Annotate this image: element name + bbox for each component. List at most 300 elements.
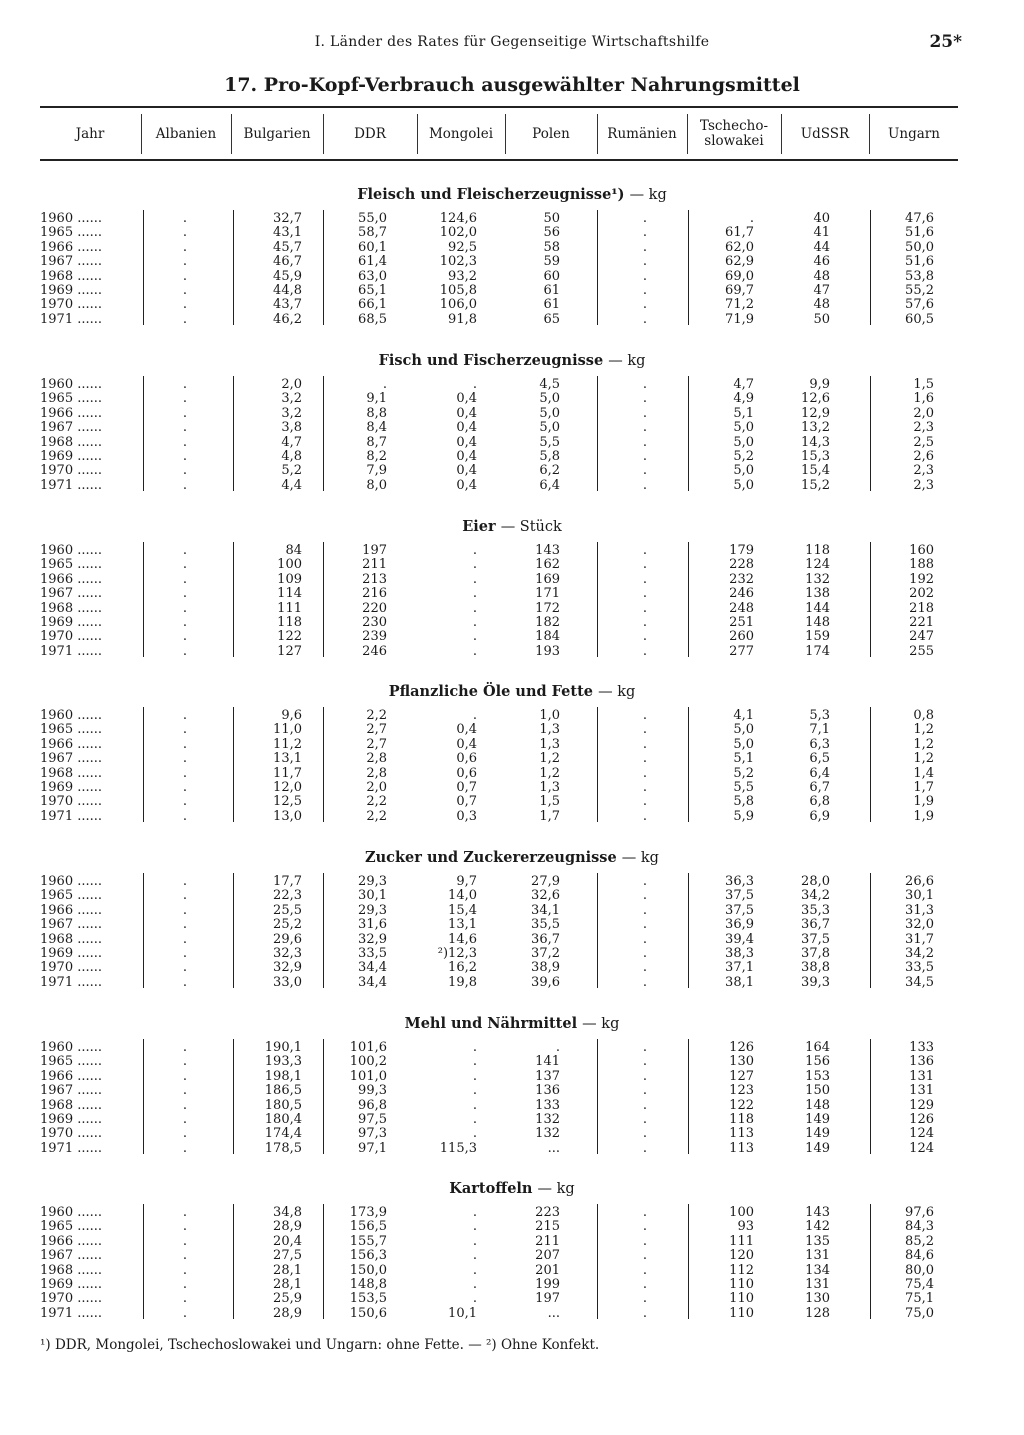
cell-mongolei: 9,7: [456, 874, 477, 889]
cell-year: 1966 ......: [40, 239, 103, 255]
cell-albanien: .: [182, 902, 188, 918]
cell-albanien: .: [182, 931, 188, 947]
cell-year: 1967 ......: [40, 917, 103, 933]
cell-ungarn: 84,6: [905, 1248, 934, 1264]
column-separator-bar: [688, 542, 689, 657]
footnote: ¹) DDR, Mongolei, Tschechoslowakei und Ungarn: ohne Fette. — ²) Ohne Konfekt.: [40, 1337, 600, 1353]
cell-ungarn: 1,9: [913, 794, 934, 810]
cell-udssr: 149: [805, 1112, 830, 1127]
cell-rumaenien: .: [642, 902, 648, 918]
cell-mongolei: 91,8: [448, 311, 477, 327]
cell-ddr: 246: [362, 643, 387, 659]
cell-mongolei: .: [472, 1040, 477, 1055]
cell-udssr: 164: [805, 1040, 830, 1055]
cell-mongolei: .: [472, 708, 477, 723]
cell-year: 1969 ......: [40, 780, 103, 795]
cell-bulgarien: 13,1: [273, 751, 302, 767]
cell-ungarn: 1,2: [913, 751, 934, 767]
cell-tschechoslowakei: 93: [737, 1219, 754, 1235]
cell-ungarn: 1,4: [913, 765, 934, 781]
cell-udssr: 6,9: [809, 808, 830, 824]
cell-tschechoslowakei: 123: [729, 1083, 754, 1099]
cell-tschechoslowakei: 118: [729, 1112, 754, 1127]
cell-polen: 5,8: [539, 449, 560, 464]
cell-ungarn: 1,6: [913, 391, 934, 407]
cell-year: 1968 ......: [40, 268, 103, 284]
cell-ddr: 150,6: [349, 1305, 387, 1321]
column-separator-bar: [323, 1039, 324, 1154]
cell-year: 1971 ......: [40, 643, 103, 659]
section-unit: — kg: [537, 1181, 575, 1197]
cell-polen: 1,0: [539, 708, 560, 723]
cell-udssr: 12,6: [801, 391, 830, 407]
cell-albanien: .: [182, 254, 188, 270]
cell-year: 1967 ......: [40, 1083, 103, 1099]
cell-polen: 136: [535, 1083, 560, 1099]
column-separator-bar: [233, 376, 234, 491]
cell-udssr: 12,9: [801, 405, 830, 421]
cell-udssr: 44: [813, 239, 830, 255]
section-heading: [0, 849, 1024, 866]
cell-tschechoslowakei: 100: [729, 1205, 754, 1220]
cell-tschechoslowakei: 36,3: [725, 874, 754, 889]
cell-udssr: 7,1: [809, 722, 830, 738]
cell-polen: 1,2: [539, 765, 560, 781]
cell-tschechoslowakei: 112: [729, 1262, 754, 1278]
cell-tschechoslowakei: 120: [729, 1248, 754, 1264]
cell-rumaenien: .: [642, 239, 648, 255]
cell-rumaenien: .: [642, 405, 648, 421]
cell-bulgarien: 186,5: [264, 1083, 302, 1099]
cell-year: 1965 ......: [40, 1219, 103, 1235]
cell-bulgarien: 33,0: [273, 974, 302, 990]
cell-mongolei: 15,4: [448, 902, 477, 918]
cell-udssr: 134: [805, 1262, 830, 1278]
cell-udssr: 48: [813, 297, 830, 313]
cell-rumaenien: .: [642, 420, 648, 436]
cell-rumaenien: .: [642, 434, 648, 450]
section-heading: [0, 186, 1024, 203]
table-top-rule: [40, 106, 958, 108]
col-header-tschechoslowakei-line2: slowakei: [704, 133, 764, 149]
cell-mongolei: .: [472, 1277, 477, 1292]
cell-ddr: 211: [362, 557, 387, 573]
cell-tschechoslowakei: 37,1: [725, 960, 754, 976]
page-number: 25*: [929, 32, 962, 52]
section-name: Zucker und Zuckererzeugnisse: [365, 849, 617, 866]
column-separator-bar: [143, 210, 144, 325]
cell-udssr: 124: [805, 557, 830, 573]
cell-rumaenien: .: [642, 1068, 648, 1084]
column-separator-bar: [870, 1039, 871, 1154]
column-separator-bar: [597, 707, 598, 822]
cell-polen: 36,7: [531, 931, 560, 947]
cell-rumaenien: .: [642, 1248, 648, 1264]
cell-mongolei: 124,6: [439, 211, 477, 226]
cell-bulgarien: 28,9: [273, 1219, 302, 1235]
column-separator-bar: [233, 542, 234, 657]
cell-tschechoslowakei: 111: [729, 1233, 754, 1249]
cell-albanien: .: [182, 1140, 188, 1156]
cell-albanien: .: [182, 888, 188, 904]
cell-ddr: 153,5: [349, 1291, 387, 1307]
cell-udssr: 14,3: [801, 434, 830, 450]
cell-year: 1969 ......: [40, 615, 103, 630]
cell-rumaenien: .: [642, 1040, 648, 1055]
cell-mongolei: 105,8: [439, 283, 477, 298]
cell-udssr: 6,5: [809, 751, 830, 767]
cell-bulgarien: 84: [285, 543, 302, 558]
cell-polen: 5,0: [539, 391, 560, 407]
cell-ddr: 68,5: [358, 311, 387, 327]
cell-bulgarien: 12,0: [273, 780, 302, 795]
cell-ungarn: 131: [909, 1083, 934, 1099]
cell-ddr: 8,4: [366, 420, 387, 436]
cell-bulgarien: 4,4: [281, 477, 302, 493]
cell-year: 1967 ......: [40, 586, 103, 602]
cell-year: 1960 ......: [40, 874, 103, 889]
col-header-tschechoslowakei: [688, 110, 780, 158]
col-header-jahr: Jahr: [75, 125, 105, 142]
cell-mongolei: 14,0: [448, 888, 477, 904]
cell-year: 1969 ......: [40, 1277, 103, 1292]
cell-albanien: .: [182, 420, 188, 436]
col-header-ungarn: Ungarn: [888, 125, 940, 142]
cell-ungarn: 160: [909, 543, 934, 558]
cell-bulgarien: 109: [277, 571, 302, 587]
cell-mongolei: 0,6: [456, 765, 477, 781]
cell-ddr: 101,6: [349, 1040, 387, 1055]
cell-ddr: 155,7: [349, 1233, 387, 1249]
cell-year: 1960 ......: [40, 543, 103, 558]
cell-ungarn: 221: [909, 615, 934, 630]
cell-rumaenien: .: [642, 391, 648, 407]
cell-tschechoslowakei: 4,1: [733, 708, 754, 723]
cell-polen: 211: [535, 1233, 560, 1249]
cell-bulgarien: 32,9: [273, 960, 302, 976]
cell-albanien: .: [182, 808, 188, 824]
cell-ungarn: 1,7: [913, 780, 934, 795]
cell-tschechoslowakei: 127: [729, 1068, 754, 1084]
cell-udssr: 132: [805, 571, 830, 587]
cell-ddr: 29,3: [358, 902, 387, 918]
column-separator-bar: [233, 1204, 234, 1319]
cell-albanien: .: [182, 1277, 188, 1292]
cell-ungarn: 247: [909, 629, 934, 645]
cell-polen: 34,1: [531, 902, 560, 918]
cell-mongolei: 102,0: [439, 225, 477, 241]
cell-year: 1970 ......: [40, 629, 103, 645]
section-unit: — Stück: [500, 519, 562, 535]
cell-ddr: .: [382, 377, 387, 392]
cell-rumaenien: .: [642, 765, 648, 781]
cell-bulgarien: 46,2: [273, 311, 302, 327]
column-separator-bar: [143, 542, 144, 657]
cell-ddr: 230: [362, 615, 387, 630]
cell-rumaenien: .: [642, 1262, 648, 1278]
cell-tschechoslowakei: 5,0: [733, 477, 754, 493]
cell-albanien: .: [182, 1233, 188, 1249]
cell-tschechoslowakei: 232: [729, 571, 754, 587]
cell-tschechoslowakei: 246: [729, 586, 754, 602]
cell-polen: 60: [543, 268, 560, 284]
cell-tschechoslowakei: 5,9: [733, 808, 754, 824]
col-header-udssr: UdSSR: [800, 125, 850, 142]
cell-udssr: 148: [805, 615, 830, 630]
cell-mongolei: .: [472, 543, 477, 558]
cell-rumaenien: .: [642, 917, 648, 933]
cell-polen: 184: [535, 629, 560, 645]
cell-polen: 1,2: [539, 751, 560, 767]
cell-ddr: 8,8: [366, 405, 387, 421]
cell-mongolei: 102,3: [439, 254, 477, 270]
cell-polen: .: [555, 1040, 560, 1055]
cell-mongolei: 0,4: [456, 434, 477, 450]
cell-albanien: .: [182, 974, 188, 990]
cell-ddr: 32,9: [358, 931, 387, 947]
cell-ungarn: 75,1: [905, 1291, 934, 1307]
cell-year: 1970 ......: [40, 1126, 103, 1142]
cell-tschechoslowakei: 38,3: [725, 946, 754, 961]
cell-udssr: 48: [813, 268, 830, 284]
cell-ungarn: 51,6: [905, 254, 934, 270]
cell-year: 1970 ......: [40, 1291, 103, 1307]
cell-udssr: 37,5: [801, 931, 830, 947]
cell-albanien: .: [182, 311, 188, 327]
cell-bulgarien: 27,5: [273, 1248, 302, 1264]
cell-bulgarien: 193,3: [264, 1054, 302, 1070]
column-separator-bar: [143, 376, 144, 491]
cell-polen: 39,6: [531, 974, 560, 990]
cell-polen: 1,7: [539, 808, 560, 824]
section-heading: [0, 1015, 1024, 1032]
cell-bulgarien: 180,4: [264, 1112, 302, 1127]
column-separator-bar: [143, 1204, 144, 1319]
cell-ddr: 156,3: [349, 1248, 387, 1264]
section-name: Pflanzliche Öle und Fette: [388, 683, 594, 700]
cell-albanien: .: [182, 765, 188, 781]
cell-polen: 5,5: [539, 434, 560, 450]
cell-polen: 162: [535, 557, 560, 573]
cell-udssr: 15,2: [801, 477, 830, 493]
cell-ungarn: 60,5: [905, 311, 934, 327]
cell-tschechoslowakei: 5,0: [733, 736, 754, 752]
cell-polen: 207: [535, 1248, 560, 1264]
cell-mongolei: .: [472, 586, 477, 602]
cell-ungarn: 84,3: [905, 1219, 934, 1235]
cell-year: 1971 ......: [40, 477, 103, 493]
cell-ddr: 58,7: [358, 225, 387, 241]
cell-year: 1969 ......: [40, 449, 103, 464]
cell-albanien: .: [182, 1205, 188, 1220]
cell-year: 1960 ......: [40, 1040, 103, 1055]
table-header-rule: [40, 159, 958, 161]
cell-bulgarien: 28,1: [273, 1262, 302, 1278]
cell-ungarn: 30,1: [905, 888, 934, 904]
cell-tschechoslowakei: 251: [729, 615, 754, 630]
cell-albanien: .: [182, 1112, 188, 1127]
cell-ungarn: 133: [909, 1040, 934, 1055]
cell-udssr: 153: [805, 1068, 830, 1084]
cell-tschechoslowakei: 71,2: [725, 297, 754, 313]
cell-bulgarien: 174,4: [264, 1126, 302, 1142]
cell-polen: 223: [535, 1205, 560, 1220]
cell-polen: 5,0: [539, 420, 560, 436]
header-divider: [323, 114, 324, 154]
cell-udssr: 143: [805, 1205, 830, 1220]
cell-ddr: 55,0: [358, 211, 387, 226]
cell-ddr: 213: [362, 571, 387, 587]
cell-ddr: 8,2: [366, 449, 387, 464]
cell-udssr: 46: [813, 254, 830, 270]
cell-ddr: 97,5: [358, 1112, 387, 1127]
cell-year: 1960 ......: [40, 211, 103, 226]
cell-bulgarien: 43,7: [273, 297, 302, 313]
cell-udssr: 28,0: [801, 874, 830, 889]
cell-rumaenien: .: [642, 1305, 648, 1321]
column-separator-bar: [688, 210, 689, 325]
cell-tschechoslowakei: 110: [729, 1277, 754, 1292]
cell-ungarn: 136: [909, 1054, 934, 1070]
cell-ungarn: 50,0: [905, 239, 934, 255]
cell-albanien: .: [182, 1097, 188, 1113]
section-name: Kartoffeln: [449, 1180, 533, 1197]
cell-albanien: .: [182, 1040, 188, 1055]
cell-ungarn: 31,7: [905, 931, 934, 947]
cell-ungarn: 75,4: [905, 1277, 934, 1292]
header-divider: [781, 114, 782, 154]
cell-mongolei: 92,5: [448, 239, 477, 255]
cell-rumaenien: .: [642, 960, 648, 976]
cell-ddr: 101,0: [349, 1068, 387, 1084]
cell-ungarn: 2,5: [913, 434, 934, 450]
cell-year: 1968 ......: [40, 931, 103, 947]
cell-polen: 172: [535, 600, 560, 616]
cell-tschechoslowakei: 38,1: [725, 974, 754, 990]
cell-year: 1965 ......: [40, 391, 103, 407]
cell-rumaenien: .: [642, 615, 648, 630]
column-separator-bar: [597, 1039, 598, 1154]
cell-udssr: 40: [813, 211, 830, 226]
col-header-rumaenien: Rumänien: [607, 125, 677, 142]
cell-ungarn: 85,2: [905, 1233, 934, 1249]
column-separator-bar: [870, 542, 871, 657]
cell-mongolei: .: [472, 1233, 477, 1249]
cell-udssr: 41: [813, 225, 830, 241]
cell-ungarn: 31,3: [905, 902, 934, 918]
cell-albanien: .: [182, 405, 188, 421]
cell-ddr: 30,1: [358, 888, 387, 904]
cell-ungarn: 2,3: [913, 477, 934, 493]
cell-udssr: 6,4: [809, 765, 830, 781]
cell-rumaenien: .: [642, 751, 648, 767]
cell-ddr: 9,1: [366, 391, 387, 407]
cell-albanien: .: [182, 600, 188, 616]
cell-polen: 1,5: [539, 794, 560, 810]
cell-ungarn: 1,2: [913, 736, 934, 752]
section-name: Fisch und Fischerzeugnisse: [378, 352, 604, 369]
cell-year: 1971 ......: [40, 311, 103, 327]
column-separator-bar: [233, 873, 234, 988]
cell-rumaenien: .: [642, 1097, 648, 1113]
cell-ddr: 8,7: [366, 434, 387, 450]
cell-ungarn: 131: [909, 1068, 934, 1084]
cell-albanien: .: [182, 268, 188, 284]
cell-rumaenien: .: [642, 311, 648, 327]
cell-udssr: 34,2: [801, 888, 830, 904]
cell-mongolei: .: [472, 1205, 477, 1220]
cell-tschechoslowakei: .: [749, 211, 754, 226]
cell-tschechoslowakei: 37,5: [725, 888, 754, 904]
cell-rumaenien: .: [642, 211, 648, 226]
cell-bulgarien: 11,2: [273, 736, 302, 752]
cell-year: 1965 ......: [40, 722, 103, 738]
cell-year: 1969 ......: [40, 1112, 103, 1127]
cell-bulgarien: 45,9: [273, 268, 302, 284]
cell-polen: 199: [535, 1277, 560, 1292]
cell-albanien: .: [182, 211, 188, 226]
cell-ungarn: 218: [909, 600, 934, 616]
cell-bulgarien: 4,7: [281, 434, 302, 450]
cell-udssr: 35,3: [801, 902, 830, 918]
cell-year: 1971 ......: [40, 974, 103, 990]
header-divider: [141, 114, 142, 154]
cell-bulgarien: 2,0: [281, 377, 302, 392]
cell-ddr: 100,2: [349, 1054, 387, 1070]
cell-udssr: 36,7: [801, 917, 830, 933]
cell-year: 1971 ......: [40, 1140, 103, 1156]
cell-tschechoslowakei: 62,0: [725, 239, 754, 255]
cell-bulgarien: 118: [277, 615, 302, 630]
cell-udssr: 144: [805, 600, 830, 616]
cell-udssr: 131: [805, 1248, 830, 1264]
cell-rumaenien: .: [642, 600, 648, 616]
cell-ungarn: 57,6: [905, 297, 934, 313]
cell-tschechoslowakei: 5,2: [733, 449, 754, 464]
cell-rumaenien: .: [642, 557, 648, 573]
cell-year: 1966 ......: [40, 405, 103, 421]
cell-polen: 59: [543, 254, 560, 270]
cell-ddr: 65,1: [358, 283, 387, 298]
cell-bulgarien: 45,7: [273, 239, 302, 255]
cell-rumaenien: .: [642, 946, 648, 961]
cell-mongolei: .: [472, 629, 477, 645]
cell-mongolei: .: [472, 1083, 477, 1099]
cell-udssr: 39,3: [801, 974, 830, 990]
cell-udssr: 37,8: [801, 946, 830, 961]
cell-polen: 65: [543, 311, 560, 327]
cell-bulgarien: 9,6: [281, 708, 302, 723]
cell-polen: 1,3: [539, 736, 560, 752]
cell-polen: 38,9: [531, 960, 560, 976]
cell-year: 1967 ......: [40, 751, 103, 767]
cell-tschechoslowakei: 37,5: [725, 902, 754, 918]
cell-rumaenien: .: [642, 931, 648, 947]
cell-polen: 132: [535, 1112, 560, 1127]
cell-rumaenien: .: [642, 1112, 648, 1127]
cell-mongolei: .: [472, 1112, 477, 1127]
column-separator-bar: [597, 542, 598, 657]
cell-tschechoslowakei: 260: [729, 629, 754, 645]
cell-albanien: .: [182, 1262, 188, 1278]
cell-mongolei: 14,6: [448, 931, 477, 947]
cell-rumaenien: .: [642, 1205, 648, 1220]
cell-bulgarien: 5,2: [281, 463, 302, 479]
cell-bulgarien: 28,1: [273, 1277, 302, 1292]
cell-rumaenien: .: [642, 780, 648, 795]
cell-udssr: 6,3: [809, 736, 830, 752]
cell-year: 1960 ......: [40, 377, 103, 392]
